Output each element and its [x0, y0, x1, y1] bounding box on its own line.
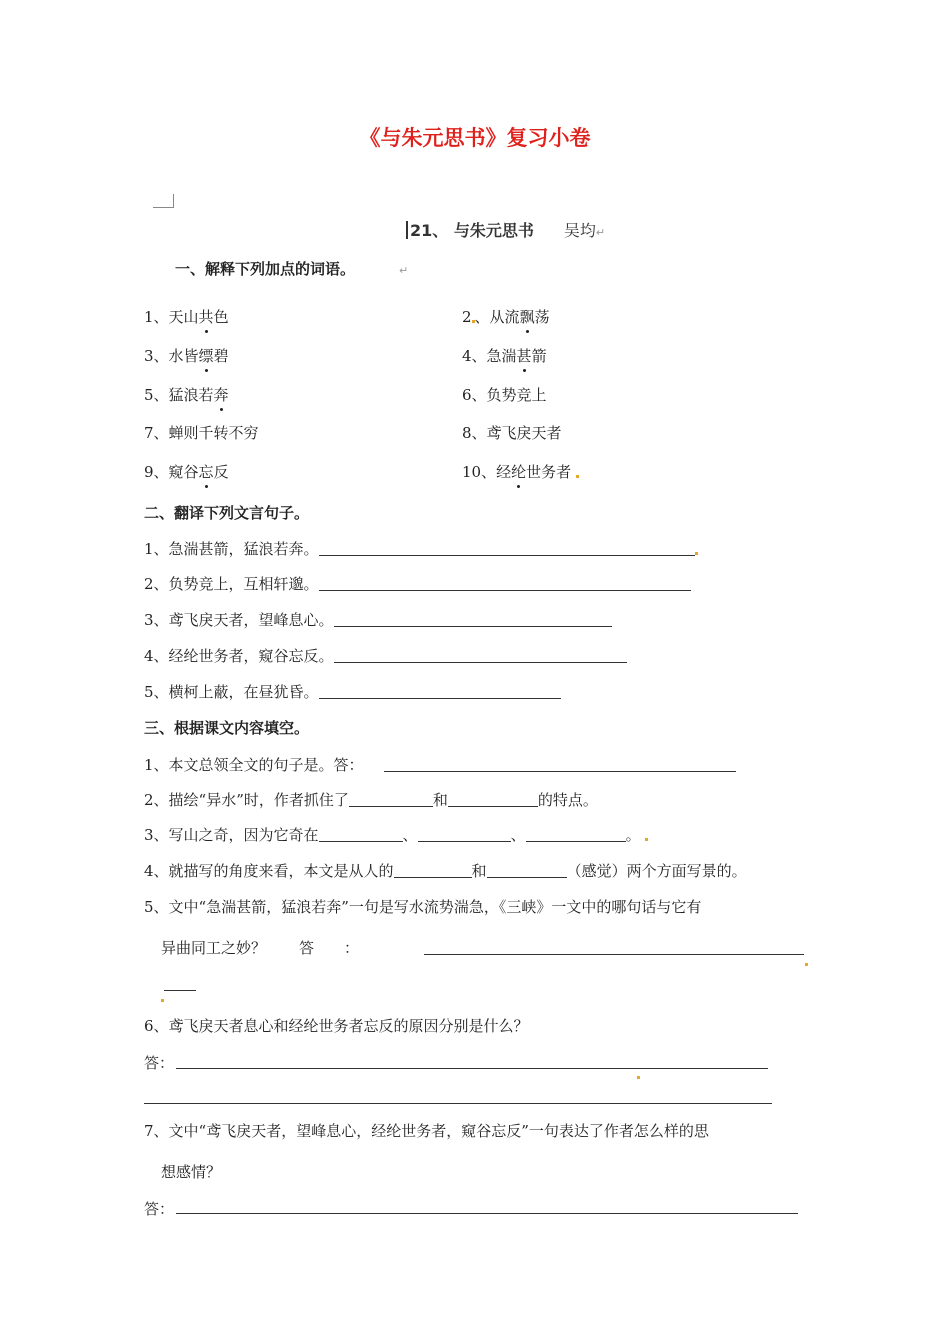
- translate-item-3: 3、鸢飞戾天者，望峰息心。: [144, 609, 612, 630]
- answer-blank[interactable]: [424, 954, 804, 955]
- section3-heading: 三、根据课文内容填空。: [144, 719, 310, 737]
- revision-mark: [805, 950, 808, 969]
- answer-blank[interactable]: [526, 826, 626, 842]
- answer-blank[interactable]: [448, 791, 538, 807]
- lesson-subheading: [406, 218, 605, 241]
- vocab-item-8: 8、鸢飞戾天者: [462, 424, 562, 442]
- fill-q3: 3、写山之奇，因为它奇在 、 、 。: [144, 824, 648, 845]
- fill-q1: 1、本文总领全文的句子是。答：: [144, 754, 736, 775]
- vocab-item-4: 4、急湍甚箭: [462, 347, 547, 365]
- vocab-item-1: 1、天山共色: [144, 308, 229, 326]
- answer-blank[interactable]: [144, 1103, 772, 1104]
- fill-q2: 2、描绘“异水”时，作者抓住了 和 的特点。: [144, 791, 598, 809]
- page-title: 《与朱元思书》复习小卷: [359, 126, 591, 150]
- lesson-number-title: 21、 与朱元思书: [410, 221, 534, 240]
- answer-blank[interactable]: [394, 862, 472, 878]
- vocab-item-2: 2 、从流飘荡: [462, 308, 550, 326]
- fill-q6-answer-label: 答：: [144, 1054, 175, 1072]
- translate-item-1: 1、急湍甚箭，猛浪若奔。: [144, 538, 698, 559]
- answer-blank[interactable]: [418, 826, 511, 842]
- revision-mark: [161, 986, 164, 1005]
- fill-q7-answer-label: 答：: [144, 1200, 175, 1218]
- vocab-item-7: 7、蝉则千转不穷: [144, 424, 259, 442]
- vocab-item-10: 10、经纶世务者: [462, 461, 579, 482]
- fill-q5-line1: 5、文中“急湍甚箭，猛浪若奔”一句是写水流势湍急，《三峡》一文中的哪句话与它有: [144, 898, 702, 916]
- section1-heading: [175, 258, 408, 279]
- paragraph-mark-icon: ↵: [399, 264, 409, 277]
- fill-q5-line2: 异曲同工之妙？ 答 ：: [161, 939, 360, 957]
- fill-q7-line1: 7、文中“鸢飞戾天者，望峰息心，经纶世务者，窥谷忘反”一句表达了作者怎么样的思: [144, 1122, 709, 1140]
- paragraph-mark-icon: ↵: [595, 226, 606, 239]
- answer-blank[interactable]: [319, 540, 695, 556]
- answer-blank[interactable]: [319, 826, 403, 842]
- answer-blank[interactable]: [176, 1213, 798, 1214]
- answer-blank[interactable]: [164, 990, 196, 991]
- answer-blank[interactable]: [384, 756, 736, 772]
- answer-blank[interactable]: [176, 1068, 768, 1069]
- text-cursor-mark: [406, 221, 408, 239]
- fill-q6: 6、鸢飞戾天者息心和经纶世务者忘反的原因分别是什么？: [144, 1017, 529, 1035]
- vocab-item-3: 3、水皆缥碧: [144, 347, 229, 365]
- section1-heading-text: 一、解释下列加点的词语。: [175, 260, 356, 278]
- answer-blank[interactable]: [334, 647, 627, 663]
- fill-q4: 4、就描写的角度来看，本文是从人的 和 （感觉）两个方面写景的。: [144, 862, 747, 880]
- revision-mark: [637, 1063, 640, 1082]
- answer-blank[interactable]: [334, 611, 612, 627]
- page-corner-mark: [153, 194, 174, 208]
- translate-item-2: 2、负势竞上，互相轩邈。: [144, 573, 691, 594]
- answer-blank[interactable]: [319, 575, 691, 591]
- translate-item-4: 4、经纶世务者，窥谷忘反。: [144, 645, 627, 666]
- answer-blank[interactable]: [319, 683, 561, 699]
- vocab-item-9: 9、窥谷忘反: [144, 463, 229, 481]
- vocab-item-6: 6、负势竞上: [462, 386, 547, 404]
- answer-blank[interactable]: [349, 791, 433, 807]
- answer-blank[interactable]: [487, 862, 567, 878]
- lesson-author: 吴均: [563, 221, 596, 240]
- vocab-item-5: 5、猛浪若奔: [144, 386, 229, 404]
- fill-q7-line2: 想感情？: [161, 1163, 222, 1181]
- section2-heading: 二、翻译下列文言句子。: [144, 504, 310, 522]
- translate-item-5: 5、横柯上蔽，在昼犹昏。: [144, 681, 561, 702]
